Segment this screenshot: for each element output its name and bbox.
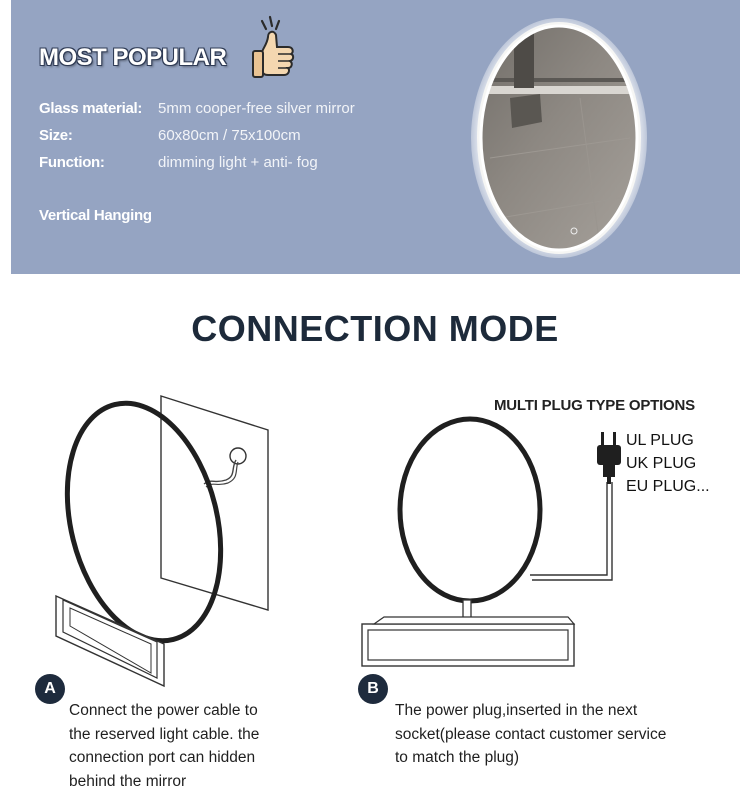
description-line: to match the plug)	[395, 749, 520, 766]
plug-type-item: UL PLUG	[626, 432, 694, 449]
product-banner	[11, 0, 740, 274]
spec-label: Function:	[39, 154, 105, 171]
spec-label: Size:	[39, 127, 73, 144]
plug-options-title: MULTI PLUG TYPE OPTIONS	[494, 397, 695, 414]
plug-type-item: EU PLUG...	[626, 478, 710, 495]
step-b-description	[395, 699, 695, 770]
spec-value: dimming light + anti- fog	[158, 154, 318, 171]
eu-plug-icon	[594, 430, 624, 484]
description-line: behind the mirror	[69, 772, 187, 790]
description-line: Connect the power cable to	[69, 702, 258, 719]
spec-value: 5mm cooper-free silver mirror	[158, 100, 355, 117]
plug-type-item: UK PLUG	[626, 455, 697, 472]
plug-type-list	[626, 429, 710, 498]
most-popular-title: MOST POPULAR	[39, 44, 227, 71]
connection-b-illustration	[352, 400, 622, 680]
description-line: connection port can hidden	[69, 749, 256, 766]
vertical-hanging-label: Vertical Hanging	[39, 207, 152, 224]
mirror-product-image	[470, 18, 648, 258]
step-a-description	[69, 699, 309, 793]
connection-mode-title: CONNECTION MODE	[191, 308, 559, 349]
spec-value: 60x80cm / 75x100cm	[158, 127, 301, 144]
spec-label: Glass material:	[39, 100, 143, 117]
step-b-badge: B	[358, 674, 388, 704]
description-line: socket(please contact customer service	[395, 725, 667, 743]
description-line: The power plug,inserted in the next	[395, 702, 638, 719]
description-line: the reserved light cable. the	[69, 725, 260, 743]
step-a-badge: A	[35, 674, 65, 704]
thumbs-up-icon	[248, 13, 296, 81]
connection-a-illustration	[36, 388, 296, 688]
